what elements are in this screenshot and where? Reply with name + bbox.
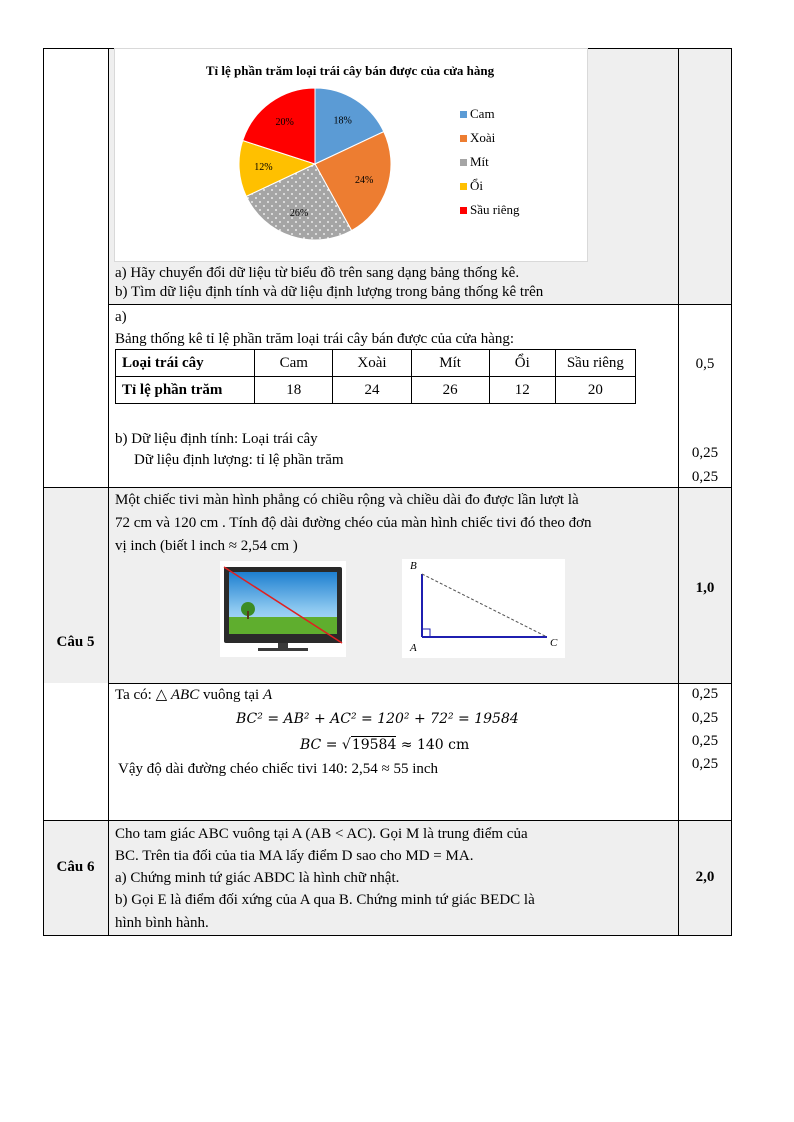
right-triangle-diagram bbox=[402, 559, 565, 658]
solution-text: A bbox=[262, 687, 273, 703]
grid-bottom bbox=[43, 935, 732, 936]
table-cell: 20 bbox=[555, 377, 635, 404]
triangle-label-a: A bbox=[410, 642, 417, 654]
solution-text: ABC bbox=[170, 687, 200, 703]
tv-illustration bbox=[220, 561, 346, 657]
table-cell: 26 bbox=[411, 377, 489, 404]
cau4-score-b1: 0,25 bbox=[691, 445, 719, 461]
cau6-line3: a) Chứng minh tứ giác ABDC là hình chữ nhật. bbox=[115, 870, 400, 886]
legend-label: Cam bbox=[470, 106, 495, 121]
cau5-solution-line4: Vậy độ dài đường chéo chiếc tivi 140: 2,54 ≈ 55 inch bbox=[118, 761, 439, 777]
table-cell: 18 bbox=[255, 377, 333, 404]
cau4-score-b2: 0,25 bbox=[691, 469, 719, 485]
grid-row1 bbox=[108, 304, 732, 305]
grid-row4 bbox=[43, 820, 732, 821]
grid-left bbox=[43, 48, 44, 936]
cau6-line2: BC. Trên tia đối của tia MA lấy điểm D sao cho MD = MA. bbox=[115, 848, 474, 864]
table-cell: Mít bbox=[411, 350, 489, 377]
grid-right bbox=[731, 48, 732, 936]
pie-chart-title: Tỉ lệ phần trăm loại trái cây bán được của cửa hàng bbox=[205, 63, 495, 78]
triangle-label-c: C bbox=[550, 637, 558, 649]
cau6-score: 2,0 bbox=[695, 869, 715, 885]
cau6-line4: b) Gọi E là điểm đối xứng của A qua B. Chứng minh tứ giác BEDC là bbox=[115, 892, 535, 908]
table-cell: Ổi bbox=[489, 350, 555, 377]
solution-text: ≈ 140 cm bbox=[396, 737, 470, 753]
cau4-question-b: b) Tìm dữ liệu định tính và dữ liệu định lượng trong bảng thống kê trên bbox=[115, 284, 544, 300]
pie-slice-label: 26% bbox=[289, 208, 309, 220]
solution-text: vuông tại bbox=[199, 687, 263, 703]
pie-slice-label: 24% bbox=[354, 174, 374, 186]
pie-slice-label: 12% bbox=[254, 162, 273, 174]
table-cell: 24 bbox=[333, 377, 411, 404]
table-cell: Xoài bbox=[333, 350, 411, 377]
legend-label: Sầu riêng bbox=[470, 202, 520, 217]
table-row bbox=[116, 350, 636, 377]
grid-row3 bbox=[108, 683, 732, 684]
cau5-solution-line2: BC² = AB² + AC² = 120² + 72² = 19584 bbox=[236, 711, 519, 727]
cau6-label: Câu 6 bbox=[56, 859, 95, 875]
grid-col1 bbox=[108, 48, 109, 936]
cau5-question-line1: Một chiếc tivi màn hình phẳng có chiều rộng và chiều dài đo được lần lượt là bbox=[115, 492, 579, 508]
legend-label: Xoài bbox=[470, 130, 496, 145]
cau5-score: 1,0 bbox=[695, 580, 715, 596]
cau4-score-a: 0,5 bbox=[695, 356, 715, 372]
table-cell: Cam bbox=[255, 350, 333, 377]
solution-text: Ta có: △ bbox=[115, 687, 171, 703]
cau4-answer-a: a) bbox=[115, 309, 127, 325]
legend-label: Mít bbox=[470, 154, 489, 169]
triangle-label-b: B bbox=[410, 560, 417, 572]
legend-swatch bbox=[460, 159, 467, 166]
grid-col2 bbox=[678, 48, 679, 936]
cau5-question-line3: vị inch (biết l inch ≈ 2,54 cm ) bbox=[115, 538, 298, 554]
cau5-label: Câu 5 bbox=[56, 634, 95, 650]
cau6-line1: Cho tam giác ABC vuông tại A (AB < AC). Gọi M là trung điểm của bbox=[115, 826, 528, 842]
legend-swatch bbox=[460, 111, 467, 118]
stats-table bbox=[115, 349, 636, 404]
legend-swatch bbox=[460, 207, 467, 214]
legend-label: Ổi bbox=[470, 178, 483, 193]
table-row bbox=[116, 377, 636, 404]
table-cell: 12 bbox=[489, 377, 555, 404]
shade-cau4-score bbox=[678, 48, 732, 304]
legend-item-cam bbox=[460, 106, 570, 130]
grid-row2 bbox=[43, 487, 732, 488]
cau4-answer-b1: b) Dữ liệu định tính: Loại trái cây bbox=[115, 431, 318, 447]
cau5-solution-score-2: 0,25 bbox=[691, 710, 719, 726]
pie-slice-label: 18% bbox=[333, 115, 352, 127]
table-cell: Sầu riêng bbox=[555, 350, 635, 377]
legend-swatch bbox=[460, 135, 467, 142]
pie-chart bbox=[230, 84, 400, 244]
legend-item-sau-rieng bbox=[460, 202, 570, 226]
legend-swatch bbox=[460, 183, 467, 190]
table-cell: Tỉ lệ phần trăm bbox=[116, 377, 255, 404]
cau6-line5: hình bình hành. bbox=[115, 915, 209, 931]
cau4-question-a: a) Hãy chuyển đổi dữ liệu từ biểu đồ trên sang dạng bảng thống kê. bbox=[115, 265, 520, 281]
cau5-solution-score-4: 0,25 bbox=[691, 756, 719, 772]
cau4-answer-b2: Dữ liệu định lượng: tỉ lệ phần trăm bbox=[134, 452, 344, 468]
pie-legend bbox=[460, 106, 570, 226]
table-cell: Loại trái cây bbox=[116, 350, 255, 377]
cau5-solution-line3 bbox=[300, 736, 469, 754]
cau5-solution-line1 bbox=[115, 686, 272, 704]
pie-slice-label: 20% bbox=[275, 117, 294, 129]
cau5-solution-score-3: 0,25 bbox=[691, 733, 719, 749]
legend-item-mit bbox=[460, 154, 570, 178]
cau5-question-line2: 72 cm và 120 cm . Tính độ dài đường chéo của màn hình chiếc tivi đó theo đơn bbox=[115, 515, 592, 531]
cau4-table-caption: Bảng thống kê tỉ lệ phần trăm loại trái cây bán được của cửa hàng: bbox=[115, 331, 515, 347]
cau5-solution-score-1: 0,25 bbox=[691, 686, 719, 702]
legend-item-xoai bbox=[460, 130, 570, 154]
solution-text: BC = √ bbox=[300, 737, 351, 753]
solution-text: 19584 bbox=[351, 737, 397, 753]
legend-item-oi bbox=[460, 178, 570, 202]
